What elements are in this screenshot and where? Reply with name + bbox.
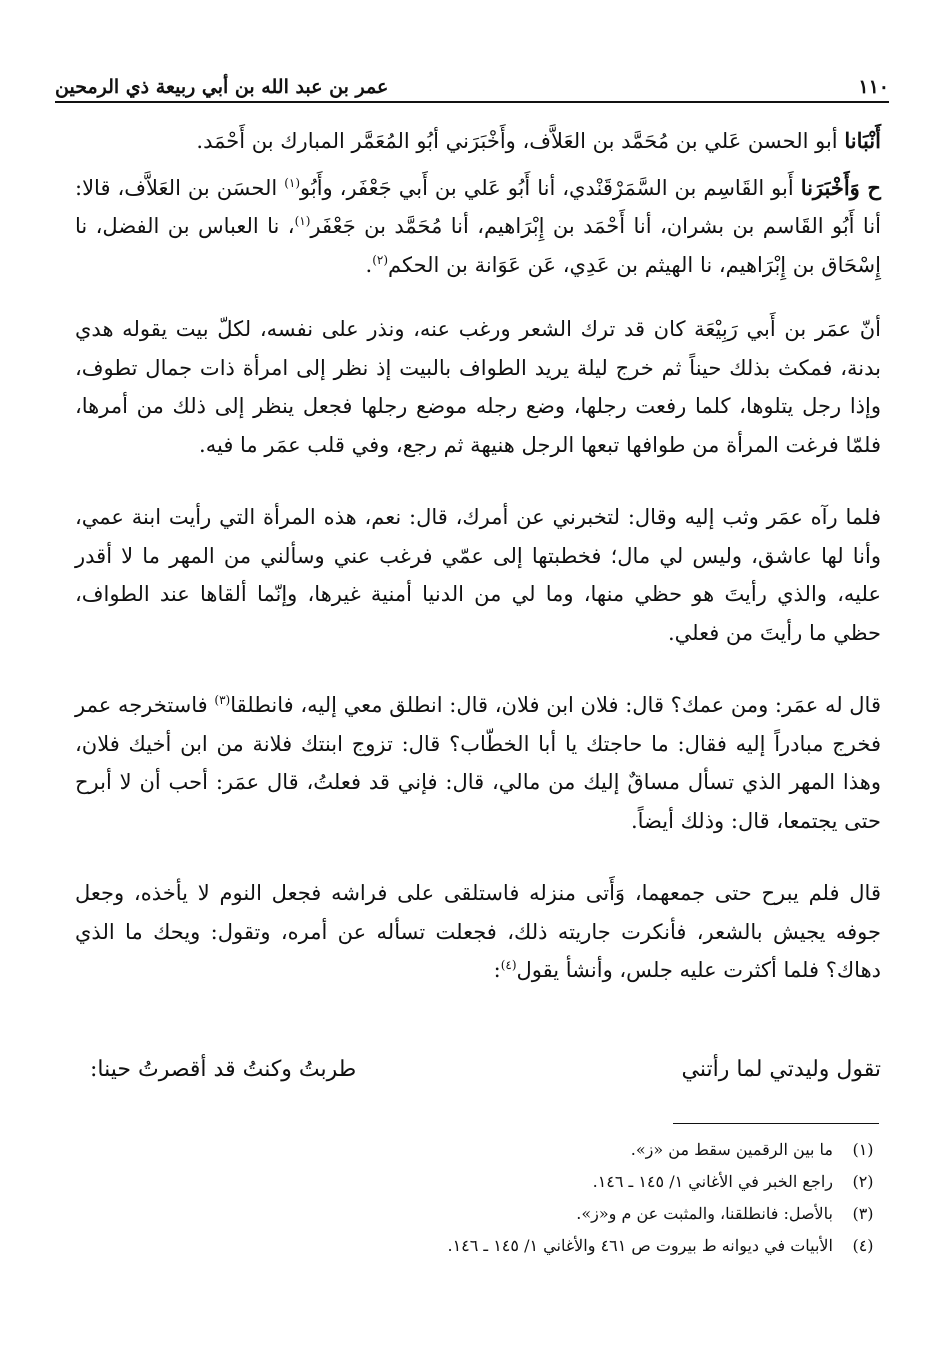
footnote-text: بالأصل: فانطلقنا، والمثبت عن م و«ز». — [576, 1204, 833, 1223]
footnote-rule — [673, 1123, 879, 1124]
footnote-ref-4: (٤) — [500, 958, 517, 972]
footnote-number: (٤) — [852, 1236, 874, 1255]
isnad-2-part-1: أَبو القَاسِم بن السَّمَرْقَنْدي، أنا أَبُو عَلي بن أَبي جَعْفَر، وأَبُو — [300, 175, 794, 200]
footnote-ref-1b: (١) — [294, 214, 311, 228]
footnote-number: (١) — [852, 1140, 874, 1159]
footnote-ref-2: (٢) — [372, 252, 389, 267]
footnote-text: راجع الخبر في الأغاني ١/ ١٤٥ ـ ١٤٦. — [592, 1172, 833, 1191]
paragraph-3 — [75, 686, 881, 840]
isnad-1-lead: أَنْبَانا — [844, 128, 881, 153]
footnote-text: ما بين الرقمين سقط من «ز». — [630, 1140, 833, 1159]
footnote-number: (٢) — [852, 1172, 874, 1191]
poem-verse — [90, 1057, 881, 1097]
footnote-text: الأبيات في ديوانه ط بيروت ص ٤٦١ والأغاني ١/ ١٤٥ ـ ١٤٦. — [447, 1236, 833, 1255]
paragraph-4-part-1: قال فلم يبرح حتى جمعهما، وَأَتى منزله فاستلقى على فراشه فجعل النوم لا يأخذه، وجعل جوفه يجيش بالشعر، فأنكرت جاريته ذلك، فجعلت تسأله عن أمره، وتقول: ويحك ما الذي دهاك؟ فلما أكثرت عليه جلس، وأنشأ يقول — [75, 881, 881, 982]
footnote-ref-3: (٣) — [214, 693, 231, 707]
footnote-item — [75, 1166, 881, 1198]
running-title: عمر بن عبد الله بن أبي ربيعة ذي الرمحين — [55, 76, 389, 98]
paragraph-4 — [75, 874, 881, 990]
verse-hemistich-2: طربتُ وكنتُ قد أقصرتُ حينا: — [90, 1057, 357, 1082]
footnotes — [75, 1134, 881, 1262]
verse-hemistich-1: تقول وليدتي لما رأتني — [681, 1057, 881, 1082]
isnad-1 — [75, 122, 881, 161]
main-text — [75, 122, 881, 990]
footnote-item — [75, 1230, 881, 1262]
footnote-item — [75, 1198, 881, 1230]
page-header — [55, 58, 889, 98]
isnad-2-part-3: ، نا العباس بن الفضل، نا إِسْحَاق بن إِبْرَاهيم، نا الهيثم بن عَدِي، عَن عَوَانة بن الحكم — [75, 214, 881, 277]
paragraph-2: فلما رآه عمَر وثب إليه وقال: لتخبرني عن أمرك، قال: نعم، هذه المرأة التي رأيت ابنة عمي، وأنا لها عاشق، وليس لي مال؛ فخطبتها إلى عمّي فرغب عني وسألني من المهر ما لا أقدر عليه، والذي رأيتَ هو حظي منها، وما لي من الدنيا أمنية غيرها، وإنّما ألقاها عند الطواف، حظي ما رأيتَ من فعلي. — [75, 505, 881, 645]
paragraph-3-part-1: قال له عمَر: ومن عمك؟ قال: فلان ابن فلان، قال: انطلق معي إليه، فانطلقا — [230, 693, 881, 717]
isnad-2-lead: ح وَأَخْبَرَنا — [800, 174, 881, 200]
isnad-2-part-2: الحسَن بن العَلاَّف، قالا: أنا أَبُو القَاسم بن بشران، أنا أَحْمَد بن إِبْرَاهيم، أنا مُحَمَّد بن جَعْفَر — [75, 175, 881, 238]
paragraph-1: أنّ عمَر بن أَبي رَبِيْعَة كان قد ترك الشعر ورغب عنه، ونذر على نفسه، لكلّ بيت يقوله هدي بدنة، فمكث بذلك حيناً ثم خرج ليلة يريد الطواف بالبيت إذ نظر إلى امرأة ذات جمال تطوف، وإذا رجل يتلوها، كلما رفعت رجلها، وضع رجله موضع رجلها فجعل ينظر إلى ذلك من أمرها، فلمّا فرغت المرأة من طوافها تبعها الرجل هنيهة ثم رجع، وفي قلب عمَر ما فيه. — [75, 317, 881, 457]
paragraph-3-part-2: فاستخرجه عمر فخرج مبادراً إليه فقال: ما حاجتك يا أبا الخطّاب؟ قال: تزوج ابنتك فلانة من ابن أخيك فلان، وهذا المهر الذي تسأل مساقٌ إليك من مالي، قال: فإني قد فعلتُ، قال عمَر: أحب أن لا أبرح حتى يجتمعا، قال: وذلك أيضاً. — [75, 693, 881, 833]
isnad-2 — [75, 169, 881, 285]
page-number: ١١٠ — [858, 76, 889, 98]
footnote-ref-1: (١) — [284, 175, 301, 190]
paragraph-4-end: : — [493, 958, 501, 982]
isnad-1-text: أبو الحسن عَلي بن مُحَمَّد بن العَلاَّف، وأَخْبَرَني أبُو المُعَمَّر المبارك بن أَحْمَد. — [196, 129, 838, 153]
header-rule — [55, 101, 889, 103]
footnote-item — [75, 1134, 881, 1166]
isnad-2-end: . — [365, 252, 373, 277]
footnote-number: (٣) — [852, 1204, 874, 1223]
